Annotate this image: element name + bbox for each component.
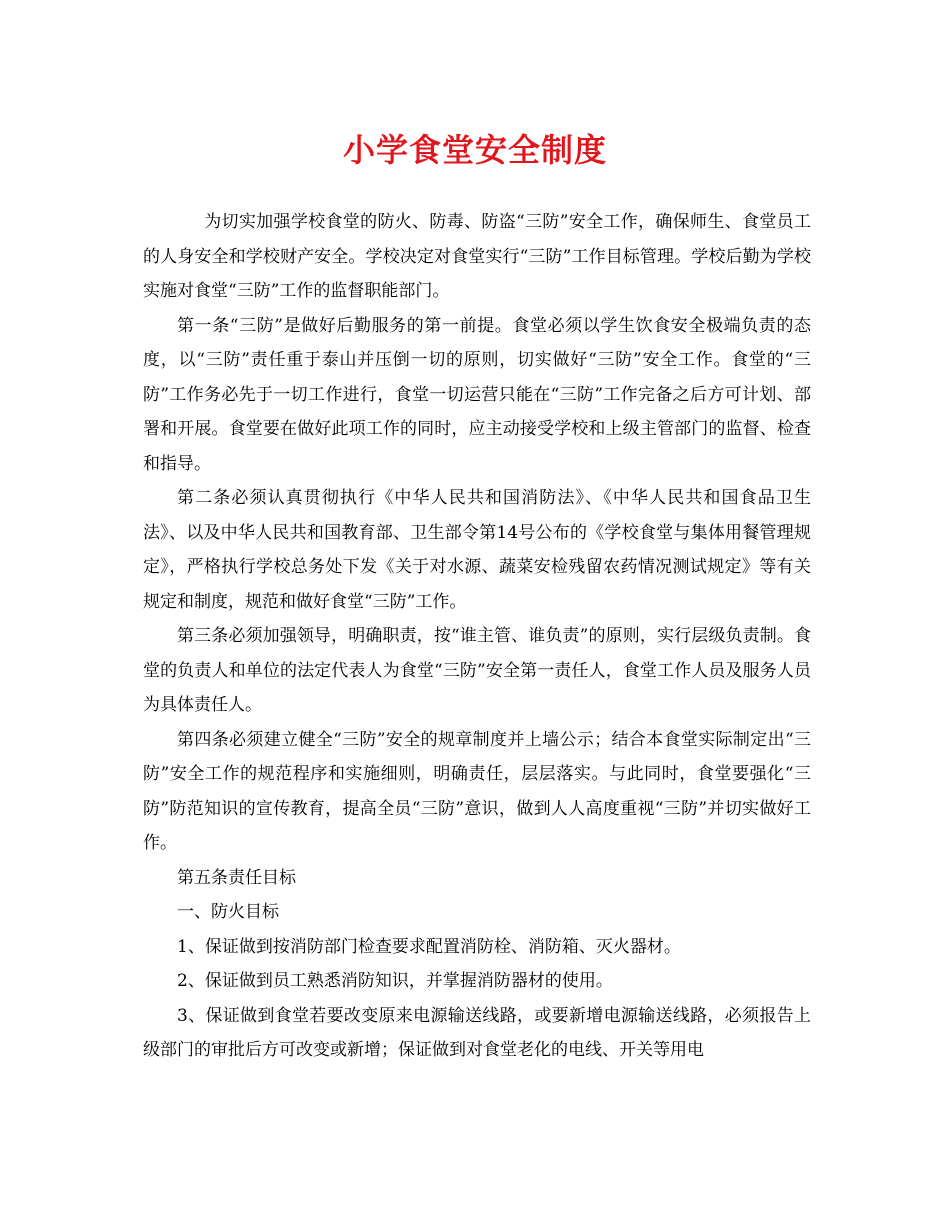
article-4-paragraph: 第四条必须建立健全“三防”安全的规章制度并上墙公示；结合本食堂实际制定出“三防”安全工作的规范程序和实施细则，明确责任，层层落实。与此同时，食堂要强化“三防”防范知识的宣传教育，提高全员“三防”意识，做到人人高度重视“三防”并切实做好工作。 [143,729,811,853]
article-3-paragraph: 第三条必须加强领导，明确职责，按“谁主管、谁负责”的原则，实行层级负责制。食堂的负责人和单位的法定代表人为食堂“三防”安全第一责任人，食堂工作人员及服务人员为具体责任人。 [143,626,811,715]
article-2-paragraph: 第二条必须认真贯彻执行《中华人民共和国消防法》、《中华人民共和国食品卫生法》、以及中华人民共和国教育部、卫生部令第14号公布的《学校食堂与集体用餐管理规定》，严格执行学校总务处下发《关于对水源、蔬菜安检残留农药情况测试规定》等有关规定和制度，规范和做好食堂“三防”工作。 [143,488,811,612]
fire-item-1: 1、保证做到按消防部门检查要求配置消防栓、消防箱、灭火器材。 [177,936,681,957]
document-title: 小学食堂安全制度 [342,131,607,169]
article-1-paragraph: 第一条“三防”是做好后勤服务的第一前提。食堂必须以学生饮食安全极端负责的态度，以“三防”责任重于泰山并压倒一切的原则，切实做好“三防”安全工作。食堂的“三防”工作务必先于一切工作进行，食堂一切运营只能在“三防”工作完备之后方可计划、部署和开展。食堂要在做好此项工作的同时，应主动接受学校和上级主管部门的监督、检查和指导。 [143,315,811,474]
document-body [143,205,811,1068]
fire-item-2: 2、保证做到员工熟悉消防知识，并掌握消防器材的使用。 [177,971,613,991]
article-5-heading: 第五条责任目标 [177,867,296,888]
fire-item-3: 3、保证做到食堂若要改变原来电源输送线路，或要新增电源输送线路，必须报告上级部门的审批后方可改变或新增；保证做到对食堂老化的电线、开关等用电 [143,1005,811,1060]
fire-prevention-heading: 一、防火目标 [177,902,279,922]
intro-paragraph: 为切实加强学校食堂的防火、防毒、防盗“三防”安全工作，确保师生、食堂员工的人身安全和学校财产安全。学校决定对食堂实行“三防”工作目标管理。学校后勤为学校实施对食堂“三防”工作的监督职能部门。 [143,212,811,301]
